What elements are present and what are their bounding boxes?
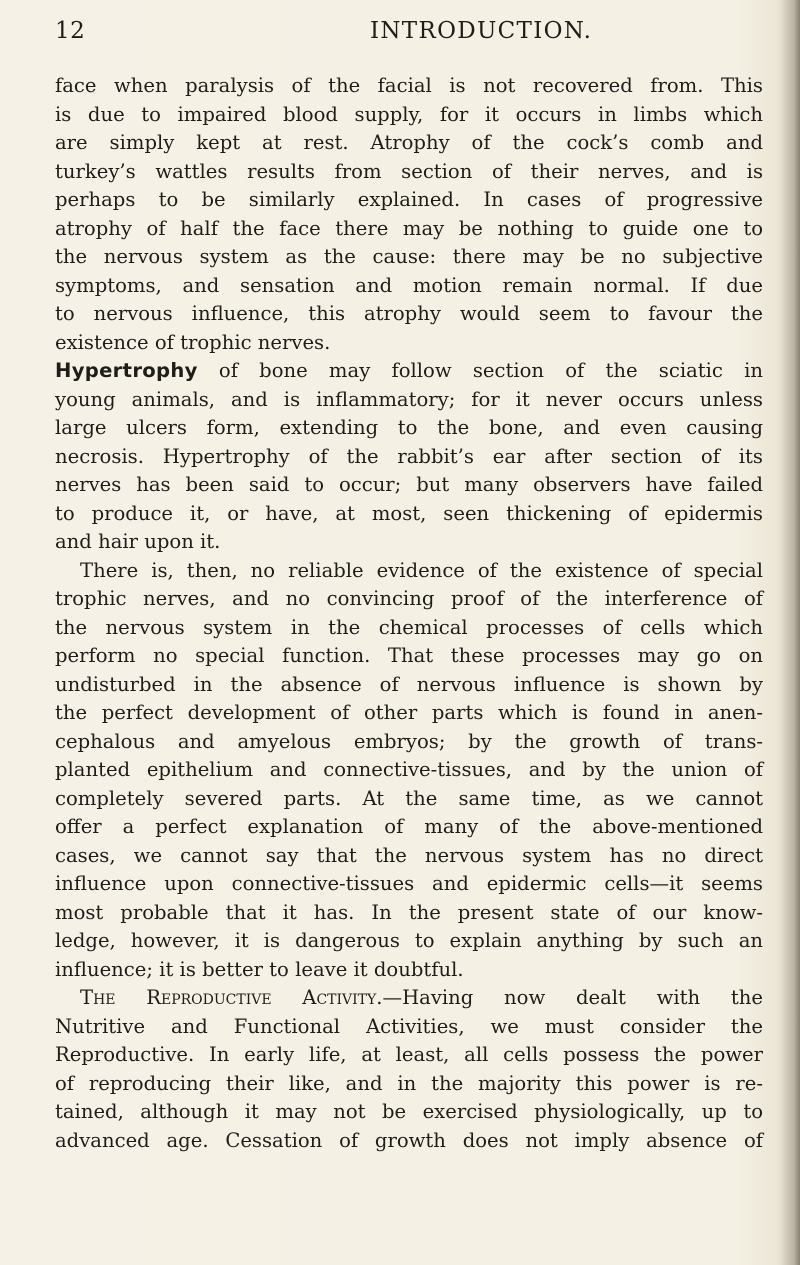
- text-line: completely severed parts. At the same time, as we cannot: [55, 786, 763, 810]
- text-line: influence; it is better to leave it doubtful.: [55, 957, 464, 981]
- text-line: to nervous influence, this atrophy would seem to favour the: [55, 302, 763, 325]
- text-line: necrosis. Hypertrophy of the rabbit’s ear after section of its: [55, 444, 763, 468]
- text-line: the nervous system as the cause: there may be no subjective: [55, 245, 763, 268]
- text-line: Reproductive. In early life, at least, all cells possess the power: [55, 1043, 763, 1066]
- body-text: [55, 72, 763, 1155]
- section-heading-reproductive-activity: The Reproductive Activity.: [80, 986, 383, 1009]
- text-line: atrophy of half the face there may be nothing to guide one to: [55, 216, 763, 240]
- text-line: are simply kept at rest. Atrophy of the cock’s comb and: [55, 131, 763, 154]
- text-line: large ulcers form, extending to the bone, and even causing: [55, 416, 763, 439]
- text-line: of reproducing their like, and in the majority this power is re-: [55, 1071, 763, 1095]
- text-line: cases, we cannot say that the nervous system has no direct: [55, 843, 763, 867]
- text-run: —Having now dealt with the: [382, 986, 763, 1009]
- text-line: offer a perfect explanation of many of the above-mentioned: [55, 815, 763, 838]
- text-line: perform no special function. That these processes may go on: [55, 644, 763, 667]
- paragraph-reproductive-first-line: [55, 984, 763, 1013]
- text-line: the nervous system in the chemical processes of cells which: [55, 615, 763, 639]
- text-line: Nutritive and Functional Activities, we must consider the: [55, 1014, 763, 1038]
- text-line: turkey’s wattles results from section of their nerves, and is: [55, 159, 763, 183]
- page-number: 12: [55, 18, 86, 44]
- text-line: cephalous and amyelous embryos; by the growth of trans-: [55, 729, 763, 753]
- text-line: symptoms, and sensation and motion remain normal. If due: [55, 273, 763, 297]
- text-line: ledge, however, it is dangerous to explain anything by such an: [55, 929, 763, 952]
- text-line: and hair upon it.: [55, 530, 221, 553]
- page-header: [55, 18, 755, 54]
- text-line: face when paralysis of the facial is not recovered from. This: [55, 74, 763, 97]
- text-line: to produce it, or have, at most, seen thickening of epidermis: [55, 501, 763, 525]
- text-line: undisturbed in the absence of nervous influence is shown by: [55, 672, 763, 696]
- text-line: young animals, and is inflammatory; for it never occurs unless: [55, 387, 763, 411]
- text-line: existence of trophic nerves.: [55, 330, 331, 354]
- page-edge-shadow: [780, 0, 800, 1265]
- text-line: is due to impaired blood supply, for it occurs in limbs which: [55, 102, 763, 126]
- text-line: the perfect development of other parts which is found in anen-: [55, 701, 763, 724]
- text-line: most probable that it has. In the present state of our know-: [55, 900, 763, 924]
- text-line: advanced age. Cessation of growth does not imply absence of: [55, 1128, 763, 1152]
- section-heading-hypertrophy: Hypertrophy: [55, 359, 198, 382]
- text-line: planted epithelium and connective-tissues, and by the union of: [55, 758, 763, 781]
- text-line: nerves has been said to occur; but many observers have failed: [55, 473, 763, 496]
- running-head: INTRODUCTION.: [370, 18, 593, 44]
- text-line: There is, then, no reliable evidence of the existence of special: [80, 558, 763, 582]
- text-line: trophic nerves, and no convincing proof of the interference of: [55, 587, 763, 610]
- text-line: tained, although it may not be exercised physiologically, up to: [55, 1100, 763, 1123]
- text-line: perhaps to be similarly explained. In cases of progressive: [55, 188, 763, 211]
- paragraph-hypertrophy-first-line: [55, 357, 763, 386]
- text-run: of bone may follow section of the sciatic in: [197, 359, 763, 382]
- text-line: influence upon connective-tissues and epidermic cells—it seems: [55, 872, 763, 895]
